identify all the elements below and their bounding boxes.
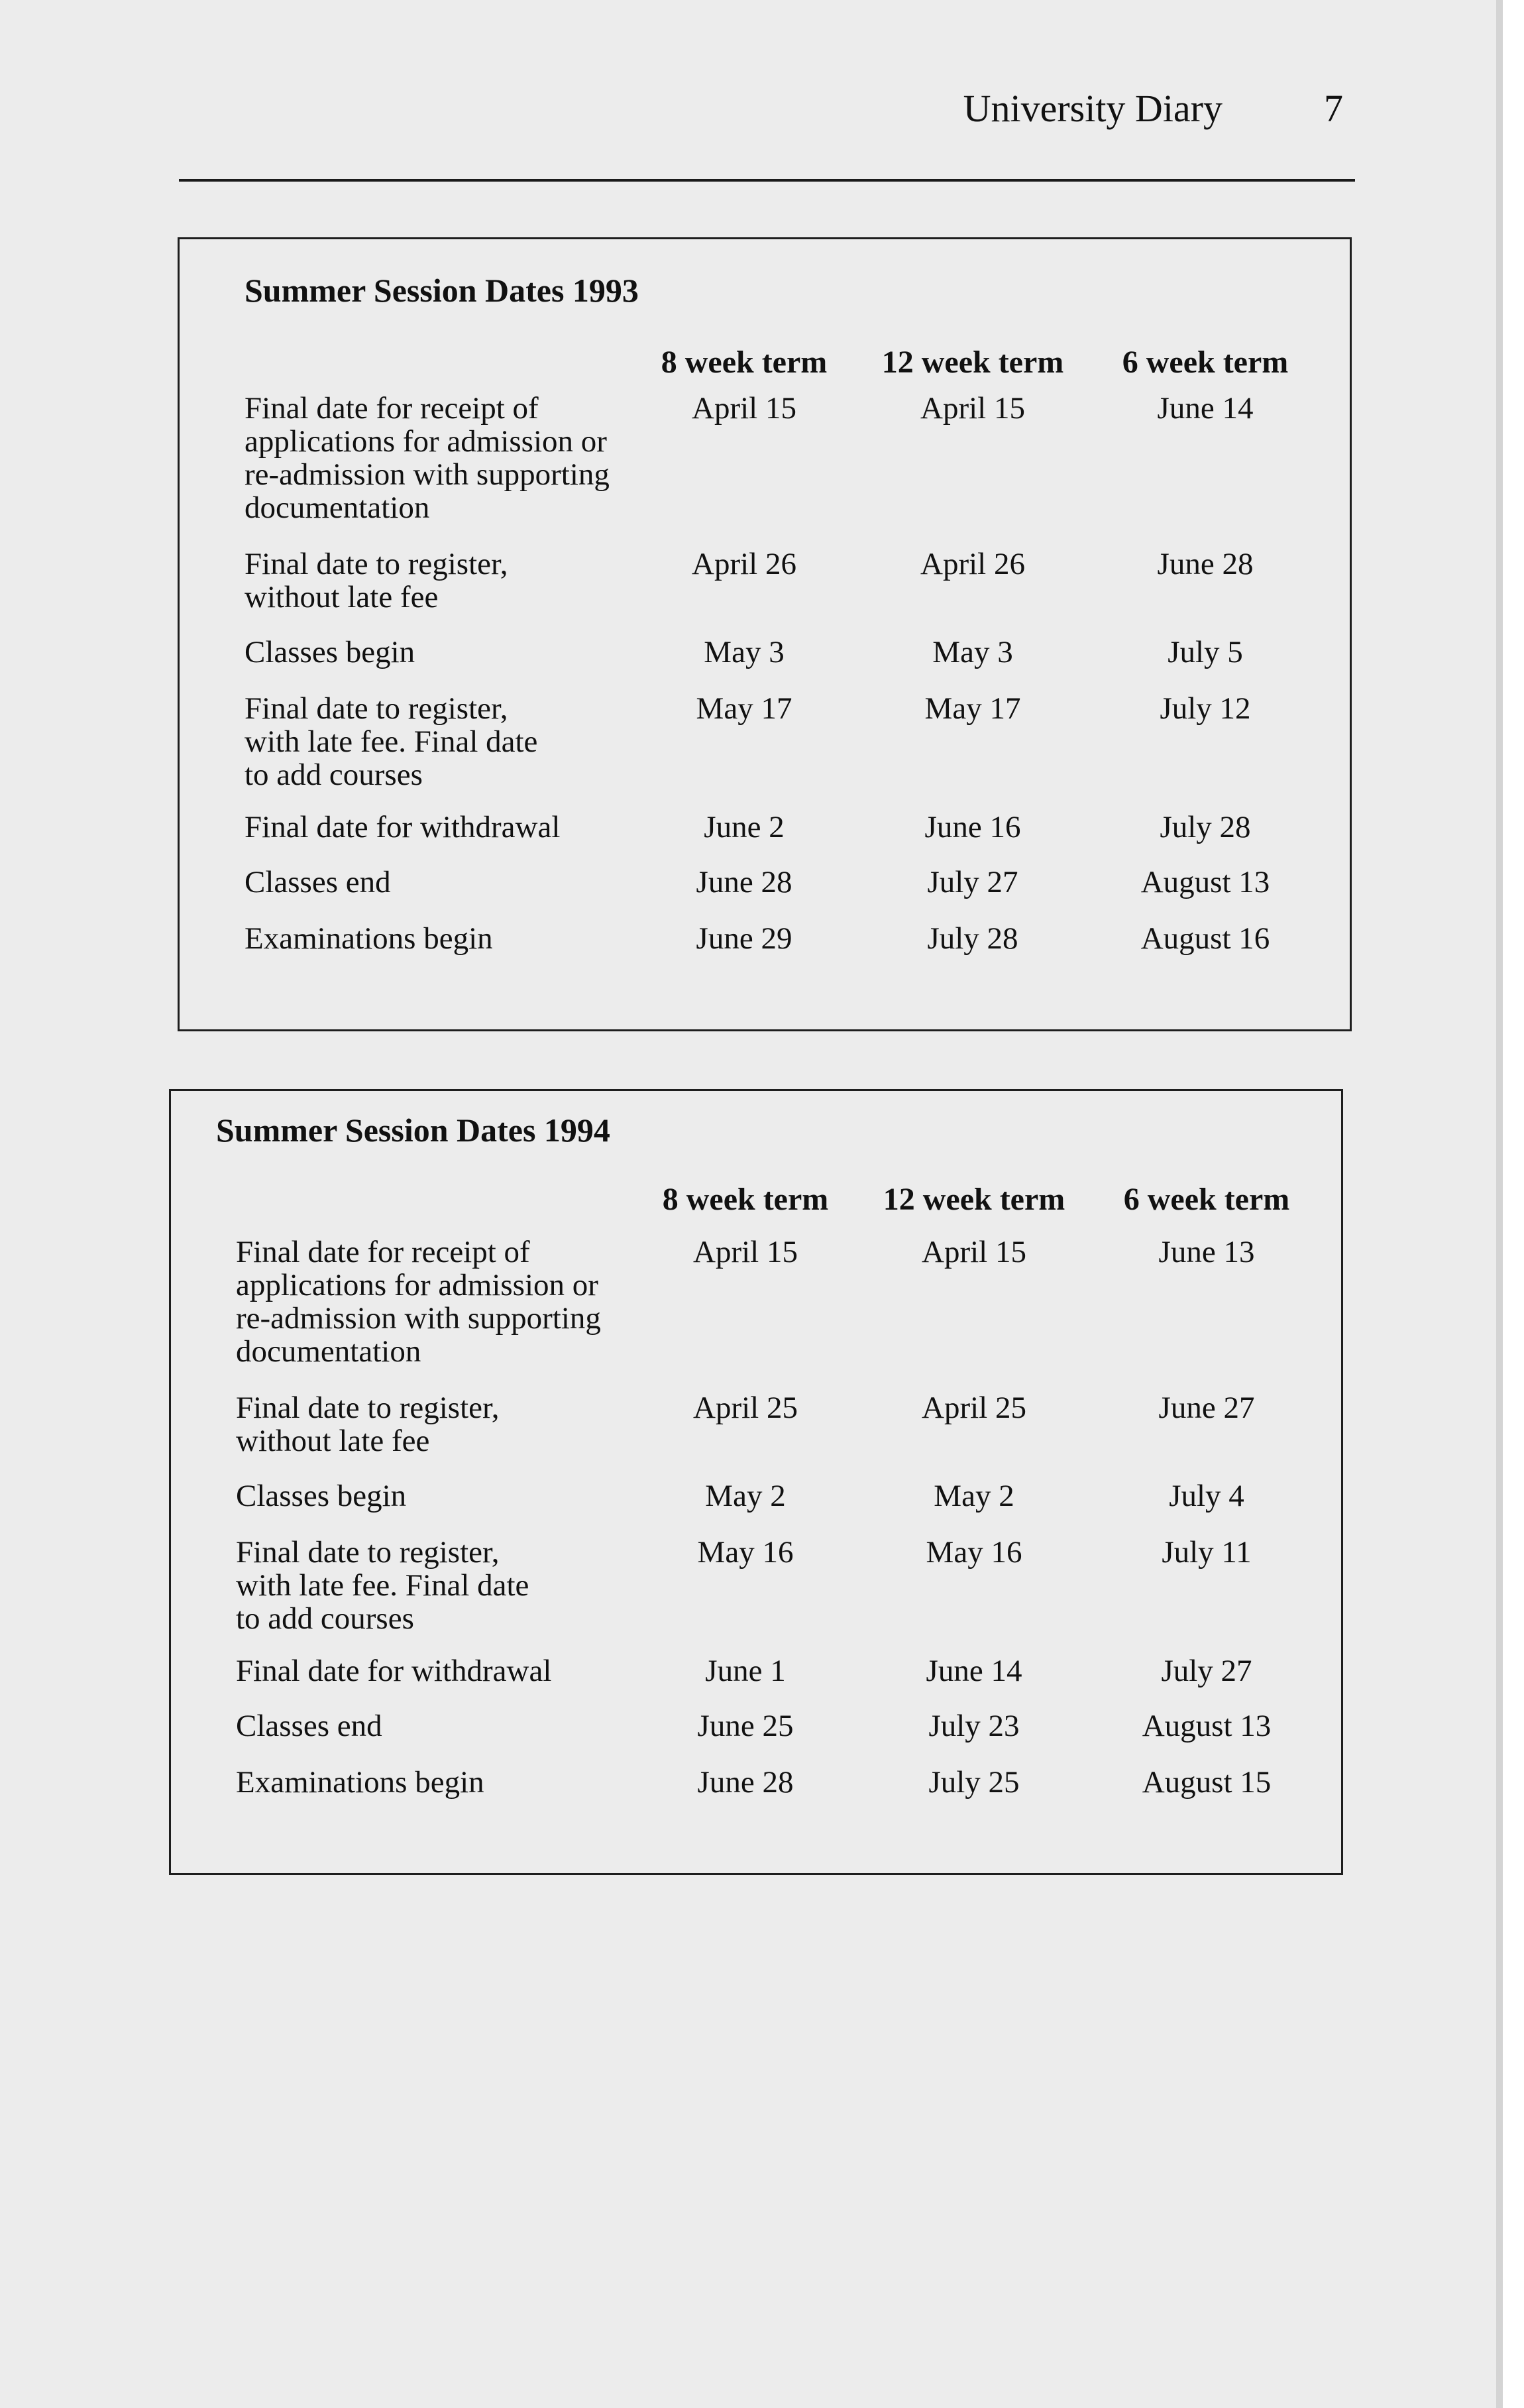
row-label <box>236 1391 667 1458</box>
date-cell: June 13 <box>1158 1235 1255 1269</box>
date-cell: June 27 <box>1158 1391 1255 1425</box>
date-cell: July 4 <box>1169 1479 1244 1513</box>
column-headers <box>180 344 1350 384</box>
date-cell: July 28 <box>927 921 1018 956</box>
date-cell: July 27 <box>1161 1654 1252 1688</box>
row-label <box>236 1235 667 1368</box>
date-cell: July 12 <box>1160 691 1251 726</box>
date-cell: June 28 <box>696 865 792 899</box>
date-cell: April 15 <box>692 391 796 426</box>
row-label-line: without late fee <box>245 580 439 614</box>
column-header-8-week: 8 week term <box>662 1182 829 1217</box>
row-label <box>245 692 675 791</box>
date-cell: June 16 <box>924 810 1021 844</box>
date-cell: April 26 <box>920 547 1025 581</box>
date-cell: June 2 <box>704 810 785 844</box>
date-cell: August 16 <box>1140 921 1270 956</box>
running-title: University Diary <box>963 87 1223 130</box>
page-number: 7 <box>1324 87 1343 130</box>
column-header-12-week: 12 week term <box>883 1182 1065 1217</box>
column-header-8-week: 8 week term <box>661 345 828 380</box>
row-label-line: Classes begin <box>245 635 415 669</box>
row-label-line: Classes begin <box>236 1479 407 1513</box>
row-label-line: Classes end <box>236 1709 382 1743</box>
date-cell: May 16 <box>697 1535 794 1570</box>
date-cell: May 16 <box>926 1535 1022 1570</box>
date-cell: April 25 <box>922 1391 1026 1425</box>
date-cell: June 28 <box>697 1765 794 1800</box>
row-label-line: without late fee <box>236 1424 430 1458</box>
date-cell: August 13 <box>1140 865 1270 899</box>
row-label-line: Final date for receipt of <box>236 1235 530 1269</box>
date-cell: April 25 <box>693 1391 798 1425</box>
date-cell: April 15 <box>693 1235 798 1269</box>
date-cell: April 15 <box>922 1235 1026 1269</box>
row-label-line: documentation <box>236 1334 421 1369</box>
column-header-6-week: 6 week term <box>1122 345 1289 380</box>
date-cell: July 28 <box>1160 810 1251 844</box>
date-cell: July 27 <box>927 865 1018 899</box>
date-cell: June 28 <box>1157 547 1254 581</box>
row-label-line: Final date for withdrawal <box>245 810 561 844</box>
row-label-line: Classes end <box>245 865 391 899</box>
row-label-line: re-admission with supporting <box>245 457 610 492</box>
row-label <box>245 392 675 524</box>
row-label-line: Final date for receipt of <box>245 391 539 426</box>
column-headers <box>171 1181 1341 1221</box>
row-label-line: Final date to register, <box>236 1535 500 1570</box>
date-cell: May 3 <box>704 635 785 669</box>
summer-session-1994-panel <box>169 1089 1343 1875</box>
date-cell: August 15 <box>1142 1765 1272 1800</box>
date-cell: May 2 <box>934 1479 1014 1513</box>
row-label-line: applications for admission or <box>236 1268 598 1302</box>
date-cell: August 13 <box>1142 1709 1272 1743</box>
panel-title: Summer Session Dates 1994 <box>216 1112 610 1149</box>
row-label <box>236 1654 667 1688</box>
row-label <box>245 866 675 899</box>
date-cell: July 25 <box>928 1765 1020 1800</box>
row-label-line: re-admission with supporting <box>236 1301 601 1336</box>
row-label-line: Final date to register, <box>245 691 508 726</box>
row-label-line: Examinations begin <box>245 921 493 956</box>
row-label <box>245 811 675 844</box>
date-cell: June 25 <box>697 1709 794 1743</box>
row-label <box>236 1709 667 1743</box>
date-cell: April 15 <box>920 391 1025 426</box>
row-label <box>245 922 675 955</box>
row-label-line: Examinations begin <box>236 1765 484 1800</box>
date-cell: July 5 <box>1168 635 1243 669</box>
date-cell: May 3 <box>932 635 1013 669</box>
row-label <box>236 1536 667 1635</box>
column-header-6-week: 6 week term <box>1123 1182 1290 1217</box>
date-cell: June 1 <box>705 1654 786 1688</box>
row-label-line: to add courses <box>236 1601 414 1636</box>
date-cell: May 17 <box>696 691 792 726</box>
date-cell: June 14 <box>1157 391 1254 426</box>
row-label-line: documentation <box>245 490 430 525</box>
date-cell: June 14 <box>926 1654 1022 1688</box>
date-cell: July 23 <box>928 1709 1020 1743</box>
date-cell: May 17 <box>924 691 1021 726</box>
date-cell: July 11 <box>1162 1535 1252 1570</box>
summer-session-1993-panel <box>178 237 1352 1031</box>
date-cell: April 26 <box>692 547 796 581</box>
row-label <box>245 547 675 614</box>
row-label-line: Final date to register, <box>236 1391 500 1425</box>
row-label-line: Final date for withdrawal <box>236 1654 552 1688</box>
row-label-line: applications for admission or <box>245 424 607 459</box>
page-header <box>179 80 1355 182</box>
row-label-line: to add courses <box>245 758 423 792</box>
row-label-line: Final date to register, <box>245 547 508 581</box>
row-label-line: with late fee. Final date <box>236 1568 529 1603</box>
row-label <box>236 1479 667 1513</box>
row-label-line: with late fee. Final date <box>245 724 538 759</box>
date-cell: June 29 <box>696 921 792 956</box>
row-label <box>236 1766 667 1799</box>
date-cell: May 2 <box>705 1479 786 1513</box>
row-label <box>245 636 675 669</box>
panel-title: Summer Session Dates 1993 <box>245 272 639 309</box>
column-header-12-week: 12 week term <box>881 345 1064 380</box>
